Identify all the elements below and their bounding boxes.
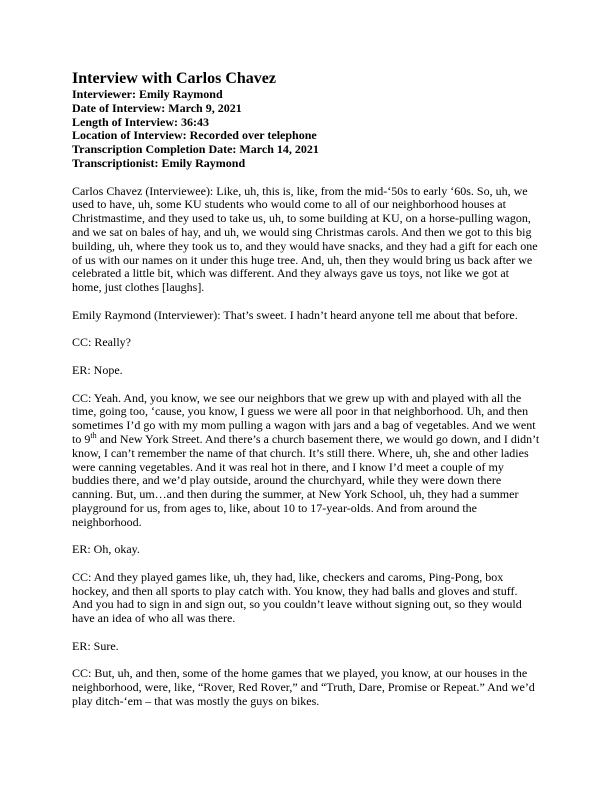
document-title: Interview with Carlos Chavez	[72, 70, 276, 87]
interview-metadata	[72, 88, 540, 171]
meta-length: Length of Interview: 36:43	[72, 114, 209, 129]
meta-location: Location of Interview: Recorded over telephone	[72, 128, 317, 143]
meta-date: Date of Interview: March 9, 2021	[72, 100, 242, 115]
paragraph-text: CC: Yeah. And, you know, we see our neighbors that we grew up with and played with all the time, going too, ‘cause, you know, I guess we were all poor in that neighborhood. Uh, and then sometimes I’d go with my mom pulling a wagon with jars and a bag of vegetables. And we went to 9	[72, 390, 536, 446]
transcript-paragraph: Carlos Chavez (Interviewee): Like, uh, this is, like, from the mid-‘50s to early ‘60s. So, uh, we used to have, uh, some KU students who would come to all of our neighborhood houses at Christmastime, and they used to take us, uh, to some building at KU, on a horse-pulling wagon, and we sat on bales of hay, and uh, we would sing Christmas carols. And then we got to this big building, uh, where they took us to, and they would have snacks, and they had a gift for each one of us with our names on it under this huge tree. And, uh, then they would bring us back after we celebrated a little bit, which was different. And they always gave us toys, not like we got at home, just clothes [laughs].	[72, 183, 538, 295]
transcript-paragraph: CC: Really?	[72, 335, 131, 350]
transcript-paragraph: CC: But, uh, and then, some of the home games that we played, you know, at our houses in the neighborhood, were, like, “Rover, Red Rover,” and “Truth, Dare, Promise or Repeat.” And we’d play ditch-‘em – that was mostly the guys on bikes.	[72, 666, 535, 709]
transcript-paragraph: Emily Raymond (Interviewer): That’s sweet. I hadn’t heard anyone tell me about that before.	[72, 307, 518, 322]
document-page	[72, 70, 540, 709]
transcript-paragraph: ER: Sure.	[72, 638, 119, 653]
paragraph-text: and New York Street. And there’s a church basement there, we would go down, and I didn’t know, I can’t remember the name of that church. It’s still there. Where, uh, she and other ladies were canning vegetables. And it was real hot in there, and I know I’d meet a couple of my buddies there, and we’d play outside, around the churchyard, while they were down there canning. But, um…and then during the summer, at New York School, uh, they had a summer playground for us, from ages to, like, about 10 to 17-year-olds. And from around the neighborhood.	[72, 431, 540, 529]
meta-interviewer: Interviewer: Emily Raymond	[72, 87, 223, 101]
transcript-paragraph: ER: Oh, okay.	[72, 542, 140, 557]
transcript-paragraph: ER: Nope.	[72, 362, 123, 377]
meta-completion-date: Transcription Completion Date: March 14, 2021	[72, 142, 319, 157]
transcript-paragraph	[72, 392, 540, 530]
meta-transcriptionist: Transcriptionist: Emily Raymond	[72, 155, 246, 170]
transcript-paragraph: CC: And they played games like, uh, they had, like, checkers and caroms, Ping-Pong, box hockey, and then all sports to play catch with. You know, they had balls and gloves and stuff. And you had to sign in and sign out, so you couldn’t leave without signing out, so they would have an idea of who all was there.	[72, 569, 522, 626]
ordinal-suffix: th	[90, 430, 97, 440]
